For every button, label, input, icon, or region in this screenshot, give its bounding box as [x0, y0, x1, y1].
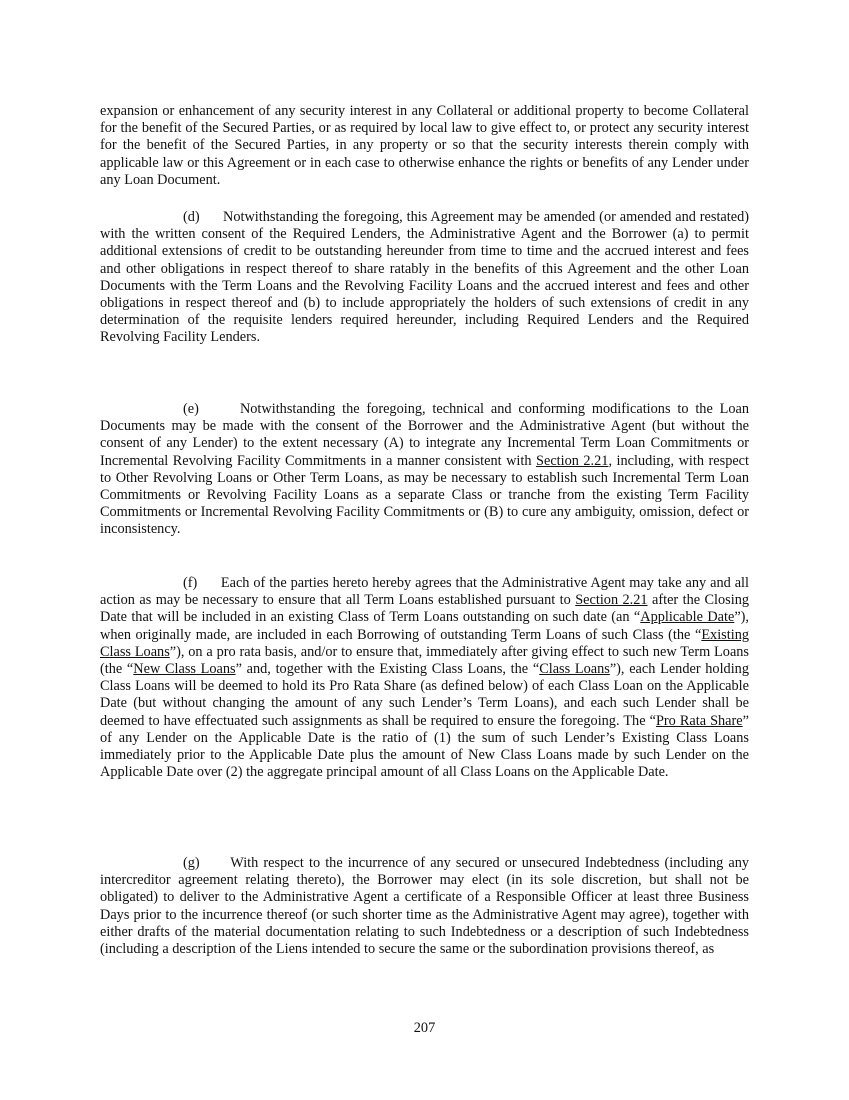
- defined-term: Class Loans: [539, 661, 610, 678]
- section-reference-link: Section 2.21: [575, 592, 648, 609]
- paragraph-g-label: (g): [183, 855, 200, 871]
- paragraph-g-text: With respect to the incurrence of any secured or unsecured Indebtedness (including any intercreditor agreement relating thereto), the Borrower may elect (in its sole discretion, but shall not be obligated) to deliver to the Administrative Agent a certificate of a Responsible Officer at least three Business Days prior to the incurrence thereof (or such shorter time as the Administrative Agent may agree), together with either drafts of the material documentation relating to such Indebtedness or a description of such Indebtedness (including a description of the Liens intended to secure the same or the subordination provisions thereof, as: [100, 855, 750, 958]
- paragraph-g: [100, 855, 749, 958]
- page-number: 207: [413, 1020, 436, 1036]
- defined-term: New Class Loans: [133, 661, 236, 678]
- paragraph-f-text-3: ”), when originally made, are included in each Borrowing of outstanding Term Loans of such Class (the “: [100, 609, 749, 643]
- paragraph-f-text-6: ”), each Lender holding Class Loans will be deemed to hold its Pro Rata Share (as defined below) of each Class Loan on the Applicable Date (but without changing the amount of any such Lender’s Term Loans), and each such Lender shall be deemed to have effectuated such assignments as shall be required to ensure the foregoing. The “: [100, 661, 749, 729]
- paragraph-f-text-5: ” and, together with the Existing Class Loans, the “: [235, 661, 540, 678]
- defined-term: Pro Rata Share: [655, 712, 743, 729]
- continuation-paragraph: [100, 103, 749, 189]
- paragraph-e-text-2: , including, with respect to Other Revolving Loans or Other Term Loans, as may be necessary to establish such Incremental Term Loan Commitments or Revolving Facility Loans as a separate Class or tranche from the existing Term Facility Commitments or Incremental Revolving Facility Commitments or (B) to cure any ambiguity, omission, defect or inconsistency.: [100, 452, 750, 538]
- paragraph-f-text-2: after the Closing Date that will be included in an existing Class of Term Loans outstanding on such date (an “: [100, 592, 749, 626]
- paragraph-e-text-1: Notwithstanding the foregoing, technical and conforming modifications to the Loan Documents may be made with the consent of the Borrower and the Administrative Agent (but without the consent of any Lender) to the extent necessary (A) to integrate any Incremental Term Loan Commitments or Incremental Revolving Facility Commitments in a manner consistent with: [100, 401, 750, 469]
- paragraph-d-text: Notwithstanding the foregoing, this Agreement may be amended (or amended and restated) with the written consent of the Required Lenders, the Administrative Agent and the Borrower (a) to permit additional extensions of credit to be outstanding hereunder from time to time and the accrued interest and fees and other obligations in respect thereof to share ratably in the benefits of this Agreement and the other Loan Documents with the Term Loans and the Revolving Facility Loans and the accrued interest and fees and other obligations in respect thereof and (b) to include appropriately the holders of such extensions of credit in any determination of the requisite lenders required hereunder, including Required Lenders and the Required Revolving Facility Lenders.: [100, 209, 749, 346]
- paragraph-d: [100, 209, 749, 347]
- paragraph-f: [100, 575, 749, 781]
- section-reference-link: Section 2.21: [536, 452, 609, 469]
- paragraph-e-label: (e): [183, 401, 199, 417]
- paragraph-d-label: (d): [183, 209, 200, 225]
- paragraph-f-text-4: ”), on a pro rata basis, and/or to ensure that, immediately after giving effect to such new Term Loans (the “: [100, 643, 750, 678]
- paragraph-f-text-7: ” of any Lender on the Applicable Date is the ratio of (1) the sum of such Lender’s Existing Class Loans immediately prior to the Applicable Date plus the amount of New Class Loans made by such Lender on the Applicable Date over (2) the aggregate principal amount of all Class Loans on the Applicable Date.: [100, 712, 749, 781]
- paragraph-f-text-1: Each of the parties hereto hereby agrees that the Administrative Agent may take any and all action as may be necessary to ensure that all Term Loans established pursuant to: [100, 575, 749, 609]
- defined-term: Existing Class Loans: [100, 626, 749, 660]
- continuation-text: expansion or enhancement of any security interest in any Collateral or additional property to become Collateral for the benefit of the Secured Parties, or as required by local law to give effect to, or protect any security interest for the benefit of the Secured Parties, in any property or so that the security interests therein comply with applicable law or this Agreement or in each case to otherwise enhance the rights or benefits of any Lender under any Loan Document.: [100, 103, 749, 188]
- paragraph-f-label: (f): [183, 575, 198, 591]
- paragraph-e: [100, 401, 749, 539]
- defined-term: Applicable Date: [640, 609, 735, 626]
